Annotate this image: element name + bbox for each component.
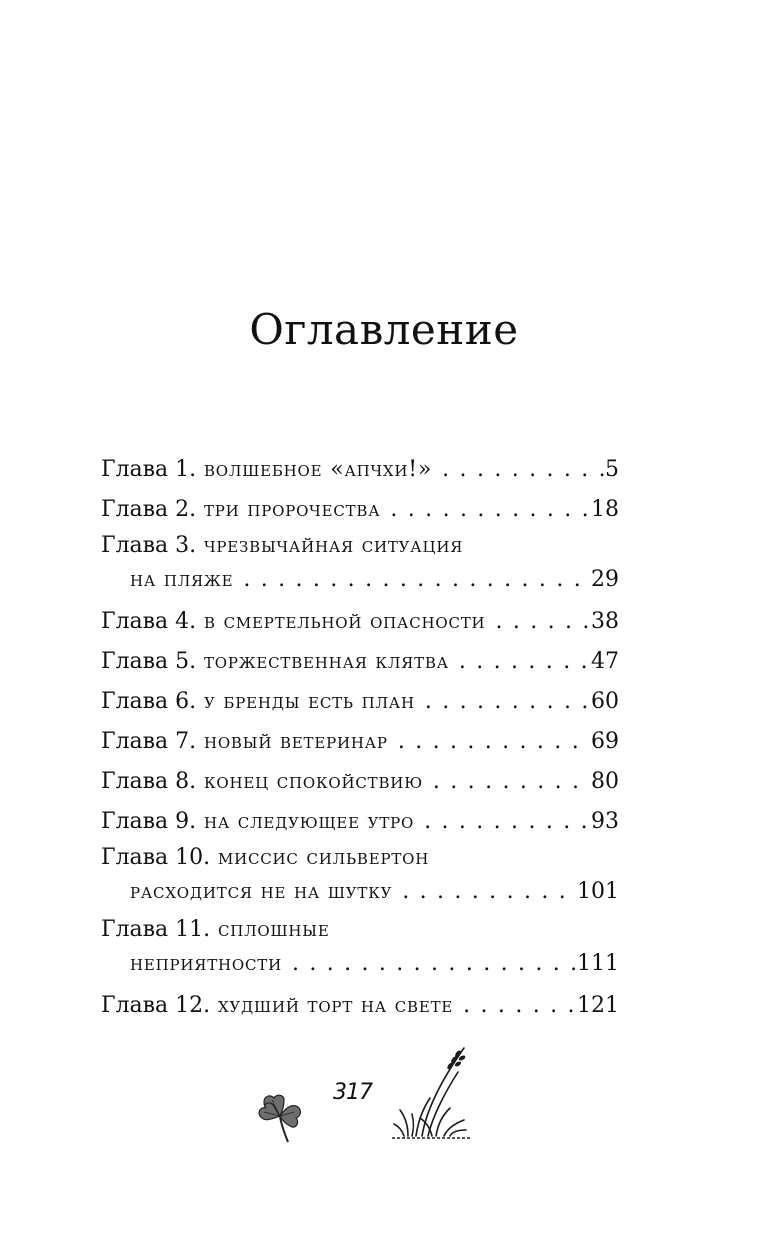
chapter-page: 60 bbox=[591, 689, 619, 714]
chapter-title: в смертельной опасности bbox=[203, 609, 486, 634]
chapter-page: 80 bbox=[591, 769, 619, 794]
chapter-label: Глава 2. bbox=[101, 497, 197, 522]
chapter-title: чрезвычайная ситуация bbox=[203, 533, 464, 558]
chapter-label: Глава 8. bbox=[101, 769, 197, 794]
toc-entry bbox=[101, 682, 619, 722]
toc-entry bbox=[101, 722, 619, 762]
chapter-title: торжественная клятва bbox=[203, 649, 449, 674]
chapter-label: Глава 1. bbox=[101, 457, 197, 482]
chapter-title: худший торт на свете bbox=[217, 993, 454, 1018]
chapter-page: 18 bbox=[591, 497, 619, 522]
toc-entry bbox=[101, 530, 619, 602]
chapter-title: у бренды есть план bbox=[203, 689, 415, 714]
chapter-label: Глава 6. bbox=[101, 689, 197, 714]
chapter-title: волшебное «апчхи!» bbox=[203, 457, 433, 482]
chapter-label: Глава 5. bbox=[101, 649, 197, 674]
chapter-title: на следующее утро bbox=[203, 809, 415, 834]
toc-entry bbox=[101, 914, 619, 986]
grass-icon bbox=[392, 1042, 470, 1140]
chapter-page: 93 bbox=[591, 809, 619, 834]
chapter-title-continued: на пляже bbox=[130, 567, 234, 592]
chapter-title-continued: неприятности bbox=[130, 951, 282, 976]
chapter-page: 47 bbox=[591, 649, 619, 674]
dot-leader bbox=[388, 722, 591, 762]
toc-entry bbox=[101, 842, 619, 914]
chapter-title: миссис сильвертон bbox=[217, 845, 430, 870]
toc-title: Оглавление bbox=[249, 305, 519, 354]
chapter-label: Глава 4. bbox=[101, 609, 197, 634]
dot-leader bbox=[415, 682, 591, 722]
chapter-title: новый ветеринар bbox=[203, 729, 388, 754]
chapter-page: 121 bbox=[577, 993, 619, 1018]
chapter-label: Глава 9. bbox=[101, 809, 197, 834]
toc-entry bbox=[101, 450, 619, 490]
chapter-page: 101 bbox=[577, 879, 619, 904]
toc-entry bbox=[101, 602, 619, 642]
dot-leader bbox=[380, 490, 591, 530]
chapter-label: Глава 11. bbox=[101, 917, 211, 942]
chapter-label: Глава 10. bbox=[101, 845, 211, 870]
chapter-label: Глава 7. bbox=[101, 729, 197, 754]
chapter-page: 69 bbox=[591, 729, 619, 754]
dot-leader bbox=[453, 986, 577, 1026]
chapter-page: 29 bbox=[591, 567, 619, 592]
chapter-page: 111 bbox=[577, 951, 619, 976]
toc-entry bbox=[101, 986, 619, 1026]
dot-leader bbox=[432, 450, 605, 490]
chapter-page: 5 bbox=[605, 457, 619, 482]
page-footer bbox=[0, 1040, 768, 1150]
toc-entry bbox=[101, 642, 619, 682]
dot-leader bbox=[282, 946, 577, 982]
dot-leader bbox=[414, 802, 591, 842]
toc-entry bbox=[101, 762, 619, 802]
toc-entry bbox=[101, 802, 619, 842]
dot-leader bbox=[392, 874, 577, 910]
chapter-title: сплошные bbox=[217, 917, 330, 942]
chapter-title: три пророчества bbox=[203, 497, 381, 522]
page-number: 317 bbox=[333, 1080, 372, 1105]
toc-entry bbox=[101, 490, 619, 530]
clover-icon bbox=[254, 1088, 306, 1144]
dot-leader bbox=[449, 642, 591, 682]
chapter-label: Глава 12. bbox=[101, 993, 211, 1018]
dot-leader bbox=[423, 762, 591, 802]
dot-leader bbox=[233, 562, 591, 598]
chapter-title-continued: расходится не на шутку bbox=[130, 879, 393, 904]
chapter-page: 38 bbox=[591, 609, 619, 634]
chapter-title: конец спокойствию bbox=[203, 769, 423, 794]
dot-leader bbox=[485, 602, 591, 642]
chapter-label: Глава 3. bbox=[101, 533, 197, 558]
toc-list bbox=[101, 450, 619, 1026]
